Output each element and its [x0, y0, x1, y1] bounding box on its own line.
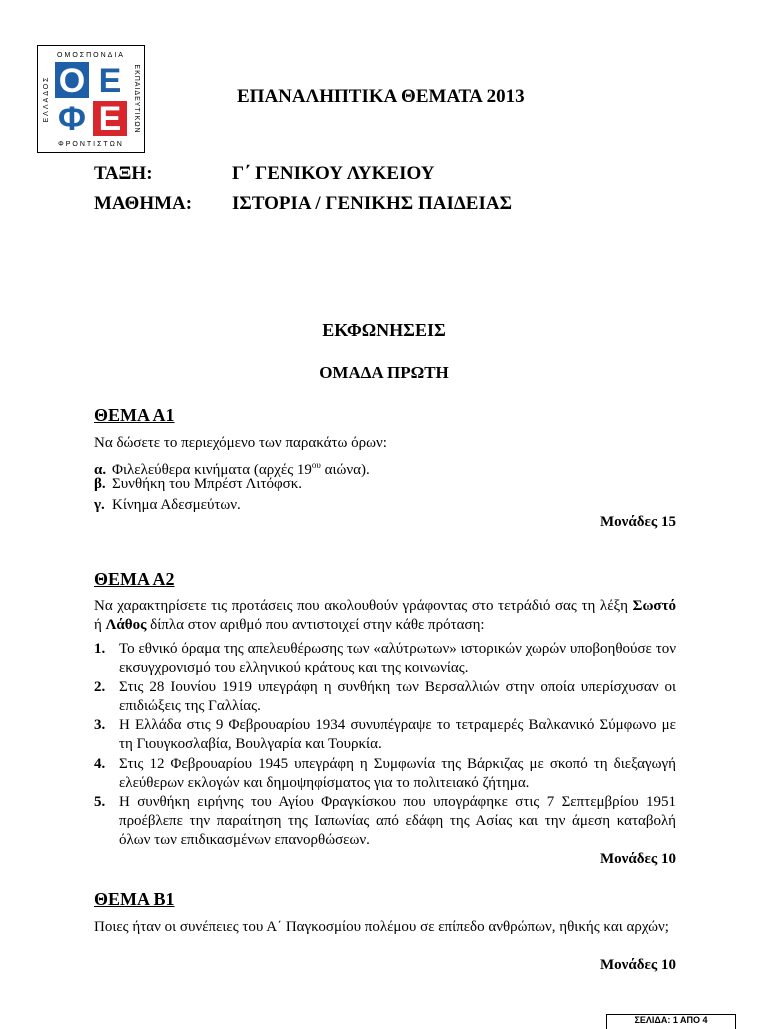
b1-units: Μονάδες 10 — [599, 957, 676, 973]
a2-units: Μονάδες 10 — [599, 851, 676, 867]
logo-ring-top: ΟΜΟΣΠΟΝΔΙΑ — [57, 52, 125, 59]
oefe-logo — [37, 45, 145, 153]
item-marker: β. — [94, 476, 106, 492]
a2-item-3: 3. Η Ελλάδα στις 9 Φεβρουαρίου 1934 συνυπέγραψε το τετραμερές Βαλκανικό Σύμφωνο με τη Γιουγκοσλαβία, Βουλγαρία και Τουρκία. — [94, 717, 676, 752]
subject-value: ΙΣΤΟΡΙΑ / ΓΕΝΙΚΗΣ ΠΑΙΔΕΙΑΣ — [232, 193, 512, 214]
logo-letter-4: Ε — [98, 100, 122, 138]
a1-units: Μονάδες 15 — [599, 514, 676, 530]
logo-letter-3: Φ — [58, 100, 86, 138]
logo-graphic — [38, 46, 143, 151]
subject-label: ΜΑΘΗΜΑ: — [94, 193, 193, 214]
a2-item-2: 2. Στις 28 Ιουνίου 1919 υπεγράφη η συνθήκη των Βερσαλλιών στην οποία υπερίσχυσαν οι επιδιώξεις της Γαλλίας. — [94, 679, 676, 714]
a2-item-1: 1. Το εθνικό όραμα της απελευθέρωσης των «αλύτρωτων» ιστορικών χωρών υποβοηθούσε τον εκσυγχρονισμό του ελληνικού κράτους και της κοινωνίας. — [94, 641, 676, 676]
b1-heading: ΘΕΜΑ Β1 — [94, 889, 175, 909]
item-marker: α. — [94, 462, 107, 478]
logo-ring-bottom: ΦΡΟΝΤΙΣΤΩΝ — [58, 141, 124, 148]
page-title: ΕΠΑΝΑΛΗΠΤΙΚΑ ΘΕΜΑΤΑ 2013 — [237, 86, 525, 107]
logo-letter-2: Ε — [98, 62, 122, 100]
class-value: Γ΄ ΓΕΝΙΚΟΥ ΛΥΚΕΙΟΥ — [232, 163, 435, 184]
a1-heading: ΘΕΜΑ Α1 — [94, 405, 175, 425]
b1-text: Ποιες ήταν οι συνέπειες του Α΄ Παγκοσμίου πολέμου σε επίπεδο ανθρώπων, ηθικής και αρχών; — [94, 919, 669, 935]
page-counter: ΣΕΛΙΔΑ: 1 ΑΠΟ 4 — [606, 1014, 736, 1029]
a2-heading: ΘΕΜΑ Α2 — [94, 569, 175, 589]
logo-ring-right: ΕΚΠΑΙΔΕΥΤΙΚΩΝ — [133, 64, 140, 134]
group-title: ΟΜΑΔΑ ΠΡΩΤΗ — [319, 363, 449, 382]
item-marker: γ. — [94, 497, 105, 513]
a2-item-4: 4. Στις 12 Φεβρουαρίου 1945 υπεγράφη η Συμφωνία της Βάρκιζας με σκοπό τη διεξαγωγή ελεύθερων εκλογών και δημοψηφίσματος για το πολιτειακό ζήτημα. — [94, 756, 676, 791]
a1-item-b: β. Συνθήκη του Μπρέστ Λιτόφσκ. — [94, 476, 303, 492]
a1-item-a: α. Φιλελεύθερα κινήματα (αρχές $19^{o\upsilon}$ αιώνα). — [94, 460, 370, 478]
logo-ring-left: ΕΛΛΑΔΟΣ — [43, 75, 50, 123]
class-label: ΤΑΞΗ: — [94, 163, 153, 184]
section-title: ΕΚΦΩΝΗΣΕΙΣ — [322, 320, 446, 340]
logo-letter-1: Ο — [58, 62, 86, 100]
a1-item-c: γ. Κίνημα Αδεσμεύτων. — [94, 497, 241, 513]
a2-intro: Να χαρακτηρίσετε τις προτάσεις που ακολουθούν γράφοντας στο τετράδιό σας τη λέξη Σωστό ή Λάθος δίπλα στον αριθμό που αντιστοιχεί στην κάθε πρόταση: — [94, 598, 676, 633]
a1-intro: Να δώσετε το περιεχόμενο των παρακάτω όρων: — [94, 435, 387, 451]
a2-item-5: 5. Η συνθήκη ειρήνης του Αγίου Φραγκίσκου που υπογράφηκε στις 7 Σεπτεμβρίου 1951 προέβλεπε την παραίτηση της Ιαπωνίας από εδάφη της Ασίας και την άμεση καταβολή όλων των επιδικασμένων επανορθώσεων. — [94, 794, 676, 848]
